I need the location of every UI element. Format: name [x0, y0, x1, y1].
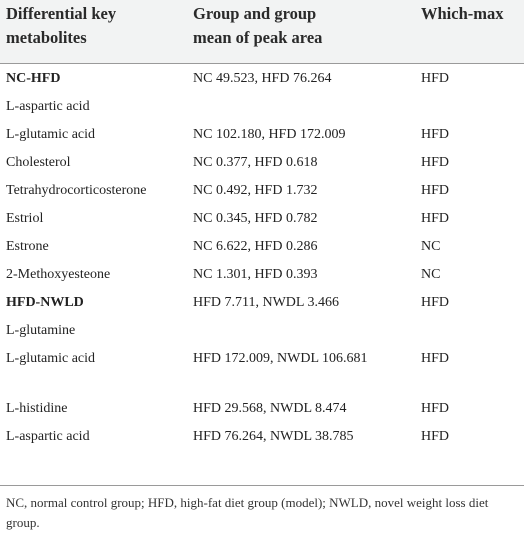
which-max-cell: HFD	[421, 211, 450, 226]
group-mean-cell: NC 49.523, HFD 76.264	[193, 71, 332, 86]
metabolite-cell: Tetrahydrocorticosterone	[6, 183, 147, 198]
which-max-cell: HFD	[421, 401, 450, 416]
table-row	[0, 288, 524, 316]
group-label-nc-hfd: NC-HFD	[6, 71, 61, 86]
table-row	[0, 148, 524, 176]
table-row	[0, 176, 524, 204]
group-label-hfd-nwld: HFD-NWLD	[6, 295, 84, 310]
metabolite-cell: Estriol	[6, 211, 44, 226]
header-differential-key-metabolites: Differential key metabolites	[6, 4, 117, 47]
metabolite-cell: L-glutamic acid	[6, 127, 96, 142]
metabolite-cell: Cholesterol	[6, 155, 71, 170]
group-mean-cell: HFD 172.009, NWDL 106.681	[193, 351, 368, 366]
table-row	[0, 64, 524, 92]
which-max-cell: HFD	[421, 429, 450, 444]
metabolite-cell: L-aspartic acid	[6, 99, 90, 114]
group-mean-cell: HFD 29.568, NWDL 8.474	[193, 401, 347, 416]
which-max-cell: NC	[421, 239, 441, 254]
table-row	[0, 260, 524, 288]
table-row	[0, 120, 524, 148]
group-mean-cell: NC 1.301, HFD 0.393	[193, 267, 318, 282]
group-mean-cell: HFD 76.264, NWDL 38.785	[193, 429, 354, 444]
group-mean-cell: NC 102.180, HFD 172.009	[193, 127, 346, 142]
which-max-cell: HFD	[421, 127, 450, 142]
table-row	[0, 316, 524, 344]
metabolite-cell: L-glutamine	[6, 323, 76, 338]
table-footnote: NC, normal control group; HFD, high-fat diet group (model); NWLD, novel weight loss diet group.	[6, 495, 489, 530]
header-group-mean-peak-area: Group and group mean of peak area	[193, 4, 323, 47]
table-header	[0, 0, 524, 64]
metabolite-cell: L-glutamic acid	[6, 351, 96, 366]
group-mean-cell: NC 0.345, HFD 0.782	[193, 211, 318, 226]
table-body	[0, 64, 524, 450]
which-max-cell: HFD	[421, 183, 450, 198]
table-bottom-rule	[0, 485, 524, 486]
table-row	[0, 394, 524, 422]
table-row	[0, 92, 524, 120]
which-max-cell: NC	[421, 267, 441, 282]
table-row	[0, 204, 524, 232]
which-max-cell: HFD	[421, 155, 450, 170]
metabolite-cell: 2-Methoxyesteone	[6, 267, 111, 282]
group-mean-cell: NC 0.377, HFD 0.618	[193, 155, 318, 170]
group-mean-cell: HFD 7.711, NWDL 3.466	[193, 295, 339, 310]
metabolite-cell: Estrone	[6, 239, 49, 254]
group-mean-cell: NC 0.492, HFD 1.732	[193, 183, 318, 198]
metabolite-cell: L-histidine	[6, 401, 68, 416]
table-row	[0, 344, 524, 394]
which-max-cell: HFD	[421, 351, 450, 366]
group-mean-cell: NC 6.622, HFD 0.286	[193, 239, 318, 254]
which-max-cell: HFD	[421, 295, 450, 310]
table-row	[0, 232, 524, 260]
table-row	[0, 422, 524, 450]
which-max-cell: HFD	[421, 71, 450, 86]
metabolite-cell: L-aspartic acid	[6, 429, 90, 444]
header-which-max: Which-max	[421, 4, 504, 23]
